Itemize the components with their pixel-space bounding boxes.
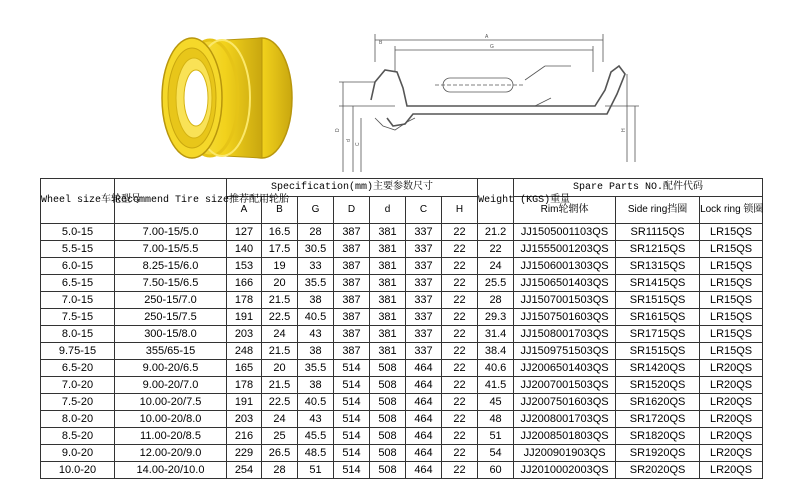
table-cell-g: 38 (298, 343, 334, 360)
table-cell-wheel: 8.0-15 (41, 326, 115, 343)
table-cell-a: 229 (227, 445, 262, 462)
table-cell-rim: JJ2010002003QS (514, 462, 616, 479)
table-cell-rim: JJ1506501403QS (514, 275, 616, 292)
table-cell-side: SR2020QS (616, 462, 700, 479)
table-cell-lock: LR15QS (700, 326, 763, 343)
table-cell-g: 51 (298, 462, 334, 479)
table-row (41, 241, 763, 258)
table-cell-b: 22.5 (262, 309, 298, 326)
table-cell-wheel: 6.0-15 (41, 258, 115, 275)
table-cell-c: 337 (406, 275, 442, 292)
table-cell-lock: LR20QS (700, 428, 763, 445)
table-cell-rim: JJ2007501603QS (514, 394, 616, 411)
table-cell-a: 191 (227, 309, 262, 326)
table-cell-d: 387 (334, 343, 370, 360)
header-weight: Weight (KGS)重量 (478, 179, 514, 224)
table-cell-h: 22 (442, 292, 478, 309)
table-cell-g: 48.5 (298, 445, 334, 462)
table-cell-tire: 8.25-15/6.0 (115, 258, 227, 275)
table-cell-rim: JJ1508001703QS (514, 326, 616, 343)
rim-cross-section-diagram (335, 22, 645, 174)
table-row (41, 309, 763, 326)
table-cell-g: 43 (298, 326, 334, 343)
table-cell-a: 153 (227, 258, 262, 275)
table-cell-b: 21.5 (262, 292, 298, 309)
table-cell-d: 508 (370, 360, 406, 377)
table-cell-wheel: 8.0-20 (41, 411, 115, 428)
svg-text:d: d (346, 139, 352, 142)
table-cell-weight: 38.4 (478, 343, 514, 360)
table-row (41, 224, 763, 241)
table-cell-d: 381 (370, 275, 406, 292)
table-cell-tire: 14.00-20/10.0 (115, 462, 227, 479)
table-cell-d: 514 (334, 462, 370, 479)
header-side-ring: Side ring挡圈 (616, 197, 700, 224)
table-cell-rim: JJ1555001203QS (514, 241, 616, 258)
svg-text:D: D (335, 128, 341, 132)
table-cell-side: SR1715QS (616, 326, 700, 343)
table-cell-c: 464 (406, 360, 442, 377)
table-cell-a: 140 (227, 241, 262, 258)
table-cell-b: 26.5 (262, 445, 298, 462)
table-cell-weight: 45 (478, 394, 514, 411)
header-wheel-size: Wheel size车轮型号 (41, 179, 115, 224)
table-cell-lock: LR15QS (700, 309, 763, 326)
table-row (41, 411, 763, 428)
table-cell-lock: LR15QS (700, 241, 763, 258)
table-cell-side: SR1620QS (616, 394, 700, 411)
table-cell-lock: LR15QS (700, 258, 763, 275)
table-cell-h: 22 (442, 258, 478, 275)
header-recommend-tire: Recommend Tire size推荐配用轮胎 (115, 179, 227, 224)
table-cell-a: 203 (227, 411, 262, 428)
table-cell-rim: JJ2006501403QS (514, 360, 616, 377)
table-cell-a: 178 (227, 377, 262, 394)
table-cell-wheel: 7.5-20 (41, 394, 115, 411)
table-cell-lock: LR20QS (700, 462, 763, 479)
table-cell-lock: LR20QS (700, 445, 763, 462)
table-cell-c: 337 (406, 292, 442, 309)
table-cell-weight: 41.5 (478, 377, 514, 394)
table-cell-d: 514 (334, 445, 370, 462)
table-cell-wheel: 8.5-20 (41, 428, 115, 445)
table-cell-h: 22 (442, 241, 478, 258)
table-cell-h: 22 (442, 224, 478, 241)
table-cell-weight: 21.2 (478, 224, 514, 241)
table-cell-c: 464 (406, 394, 442, 411)
table-cell-h: 22 (442, 445, 478, 462)
table-cell-lock: LR20QS (700, 411, 763, 428)
table-row (41, 292, 763, 309)
table-cell-lock: LR15QS (700, 224, 763, 241)
table-cell-d: 514 (334, 428, 370, 445)
header-col-h: H (442, 197, 478, 224)
table-cell-d: 381 (370, 241, 406, 258)
table-cell-d: 387 (334, 241, 370, 258)
table-cell-d: 508 (370, 462, 406, 479)
table-cell-side: SR1520QS (616, 377, 700, 394)
table-cell-d: 508 (370, 394, 406, 411)
table-cell-tire: 12.00-20/9.0 (115, 445, 227, 462)
table-cell-d: 381 (370, 309, 406, 326)
table-cell-rim: JJ1507001503QS (514, 292, 616, 309)
table-cell-tire: 10.00-20/7.5 (115, 394, 227, 411)
table-cell-h: 22 (442, 411, 478, 428)
svg-text:G: G (490, 44, 494, 50)
table-cell-d: 381 (370, 224, 406, 241)
table-cell-wheel: 9.0-20 (41, 445, 115, 462)
table-cell-d: 381 (370, 292, 406, 309)
header-lock-ring: Lock ring 锁圈 (700, 197, 763, 224)
table-cell-d: 387 (334, 326, 370, 343)
table-cell-weight: 48 (478, 411, 514, 428)
table-cell-b: 22.5 (262, 394, 298, 411)
table-cell-b: 20 (262, 360, 298, 377)
table-cell-h: 22 (442, 428, 478, 445)
table-cell-tire: 7.00-15/5.5 (115, 241, 227, 258)
table-cell-weight: 25.5 (478, 275, 514, 292)
table-cell-lock: LR15QS (700, 292, 763, 309)
table-cell-b: 24 (262, 411, 298, 428)
table-cell-c: 337 (406, 326, 442, 343)
table-cell-c: 464 (406, 428, 442, 445)
table-cell-wheel: 7.5-15 (41, 309, 115, 326)
table-cell-h: 22 (442, 377, 478, 394)
table-cell-a: 254 (227, 462, 262, 479)
table-cell-rim: JJ2008001703QS (514, 411, 616, 428)
table-cell-side: SR1115QS (616, 224, 700, 241)
table-cell-tire: 11.00-20/8.5 (115, 428, 227, 445)
table-cell-d: 387 (334, 224, 370, 241)
table-cell-c: 337 (406, 224, 442, 241)
table-cell-lock: LR15QS (700, 343, 763, 360)
table-cell-g: 38 (298, 292, 334, 309)
table-cell-h: 22 (442, 360, 478, 377)
table-cell-a: 191 (227, 394, 262, 411)
spec-table-body (41, 224, 763, 479)
table-cell-weight: 31.4 (478, 326, 514, 343)
table-cell-a: 178 (227, 292, 262, 309)
table-cell-weight: 51 (478, 428, 514, 445)
table-cell-d: 514 (334, 411, 370, 428)
table-cell-tire: 7.00-15/5.0 (115, 224, 227, 241)
table-cell-tire: 300-15/8.0 (115, 326, 227, 343)
table-cell-g: 35.5 (298, 275, 334, 292)
table-cell-g: 35.5 (298, 360, 334, 377)
table-cell-g: 30.5 (298, 241, 334, 258)
table-cell-g: 45.5 (298, 428, 334, 445)
table-cell-d: 381 (370, 258, 406, 275)
table-cell-b: 21.5 (262, 343, 298, 360)
header-col-g: G (298, 197, 334, 224)
table-cell-d: 508 (370, 377, 406, 394)
table-cell-d: 514 (334, 360, 370, 377)
table-cell-g: 43 (298, 411, 334, 428)
table-cell-side: SR1615QS (616, 309, 700, 326)
table-row (41, 343, 763, 360)
table-cell-g: 33 (298, 258, 334, 275)
table-cell-d: 387 (334, 258, 370, 275)
table-cell-h: 22 (442, 326, 478, 343)
table-cell-g: 40.5 (298, 309, 334, 326)
table-row (41, 258, 763, 275)
table-cell-rim: JJ200901903QS (514, 445, 616, 462)
table-cell-rim: JJ1509751503QS (514, 343, 616, 360)
table-cell-c: 337 (406, 258, 442, 275)
figure-area (0, 0, 798, 178)
table-cell-a: 216 (227, 428, 262, 445)
header-col-d-lower: d (370, 197, 406, 224)
table-cell-d: 514 (334, 394, 370, 411)
table-cell-d: 387 (334, 292, 370, 309)
header-col-c: C (406, 197, 442, 224)
table-cell-d: 381 (370, 326, 406, 343)
header-specification: Specification(mm)主要参数尺寸 (227, 179, 478, 197)
table-cell-a: 203 (227, 326, 262, 343)
table-cell-weight: 54 (478, 445, 514, 462)
table-cell-d: 508 (370, 428, 406, 445)
table-cell-d: 508 (370, 445, 406, 462)
table-cell-c: 464 (406, 377, 442, 394)
svg-text:H: H (621, 128, 627, 132)
table-cell-wheel: 7.0-15 (41, 292, 115, 309)
table-row (41, 462, 763, 479)
table-cell-side: SR1515QS (616, 343, 700, 360)
table-cell-tire: 9.00-20/6.5 (115, 360, 227, 377)
svg-text:C: C (355, 142, 361, 146)
table-cell-h: 22 (442, 394, 478, 411)
table-cell-tire: 7.50-15/6.5 (115, 275, 227, 292)
table-cell-wheel: 9.75-15 (41, 343, 115, 360)
header-rim: Rim轮辋体 (514, 197, 616, 224)
table-cell-b: 28 (262, 462, 298, 479)
table-cell-weight: 29.3 (478, 309, 514, 326)
table-cell-side: SR1920QS (616, 445, 700, 462)
table-cell-b: 20 (262, 275, 298, 292)
table-cell-h: 22 (442, 462, 478, 479)
table-cell-side: SR1215QS (616, 241, 700, 258)
table-cell-b: 24 (262, 326, 298, 343)
table-cell-b: 21.5 (262, 377, 298, 394)
table-cell-side: SR1820QS (616, 428, 700, 445)
table-cell-lock: LR20QS (700, 360, 763, 377)
table-cell-weight: 40.6 (478, 360, 514, 377)
table-cell-rim: JJ1505001103QS (514, 224, 616, 241)
table-cell-h: 22 (442, 275, 478, 292)
table-cell-rim: JJ1507501603QS (514, 309, 616, 326)
table-cell-rim: JJ2008501803QS (514, 428, 616, 445)
table-cell-d: 387 (334, 309, 370, 326)
table-cell-side: SR1415QS (616, 275, 700, 292)
table-cell-a: 166 (227, 275, 262, 292)
table-cell-g: 40.5 (298, 394, 334, 411)
table-row (41, 428, 763, 445)
table-cell-b: 25 (262, 428, 298, 445)
svg-text:B: B (379, 40, 383, 46)
table-cell-h: 22 (442, 309, 478, 326)
table-cell-weight: 60 (478, 462, 514, 479)
table-cell-b: 19 (262, 258, 298, 275)
table-cell-b: 16.5 (262, 224, 298, 241)
table-cell-c: 464 (406, 411, 442, 428)
table-cell-c: 337 (406, 309, 442, 326)
table-cell-wheel: 5.0-15 (41, 224, 115, 241)
table-cell-g: 38 (298, 377, 334, 394)
header-col-b: B (262, 197, 298, 224)
table-cell-lock: LR15QS (700, 275, 763, 292)
table-row (41, 377, 763, 394)
table-cell-wheel: 5.5-15 (41, 241, 115, 258)
table-cell-c: 464 (406, 445, 442, 462)
table-row (41, 445, 763, 462)
table-cell-wheel: 6.5-20 (41, 360, 115, 377)
svg-text:A: A (485, 34, 489, 40)
table-cell-c: 464 (406, 462, 442, 479)
header-spare-parts: Spare Parts NO.配件代码 (514, 179, 763, 197)
table-cell-side: SR1420QS (616, 360, 700, 377)
table-row (41, 360, 763, 377)
table-cell-lock: LR20QS (700, 377, 763, 394)
table-cell-tire: 9.00-20/7.0 (115, 377, 227, 394)
table-cell-rim: JJ1506001303QS (514, 258, 616, 275)
table-row (41, 394, 763, 411)
table-cell-a: 127 (227, 224, 262, 241)
table-cell-g: 28 (298, 224, 334, 241)
table-row (41, 275, 763, 292)
table-cell-d: 381 (370, 343, 406, 360)
table-cell-rim: JJ2007001503QS (514, 377, 616, 394)
table-cell-weight: 22 (478, 241, 514, 258)
table-cell-side: SR1315QS (616, 258, 700, 275)
table-cell-a: 165 (227, 360, 262, 377)
table-cell-d: 514 (334, 377, 370, 394)
table-cell-tire: 355/65-15 (115, 343, 227, 360)
table-cell-lock: LR20QS (700, 394, 763, 411)
header-col-a: A (227, 197, 262, 224)
header-col-d-upper: D (334, 197, 370, 224)
table-cell-h: 22 (442, 343, 478, 360)
table-cell-wheel: 6.5-15 (41, 275, 115, 292)
table-cell-c: 337 (406, 241, 442, 258)
table-cell-b: 17.5 (262, 241, 298, 258)
spec-table (40, 178, 763, 479)
table-cell-a: 248 (227, 343, 262, 360)
table-cell-wheel: 10.0-20 (41, 462, 115, 479)
table-cell-wheel: 7.0-20 (41, 377, 115, 394)
table-cell-tire: 10.00-20/8.0 (115, 411, 227, 428)
table-cell-weight: 28 (478, 292, 514, 309)
table-cell-side: SR1720QS (616, 411, 700, 428)
table-cell-d: 508 (370, 411, 406, 428)
table-row (41, 326, 763, 343)
table-cell-d: 387 (334, 275, 370, 292)
rim-photo (150, 28, 310, 168)
table-cell-tire: 250-15/7.5 (115, 309, 227, 326)
table-cell-tire: 250-15/7.0 (115, 292, 227, 309)
table-cell-c: 337 (406, 343, 442, 360)
table-cell-weight: 24 (478, 258, 514, 275)
table-cell-side: SR1515QS (616, 292, 700, 309)
